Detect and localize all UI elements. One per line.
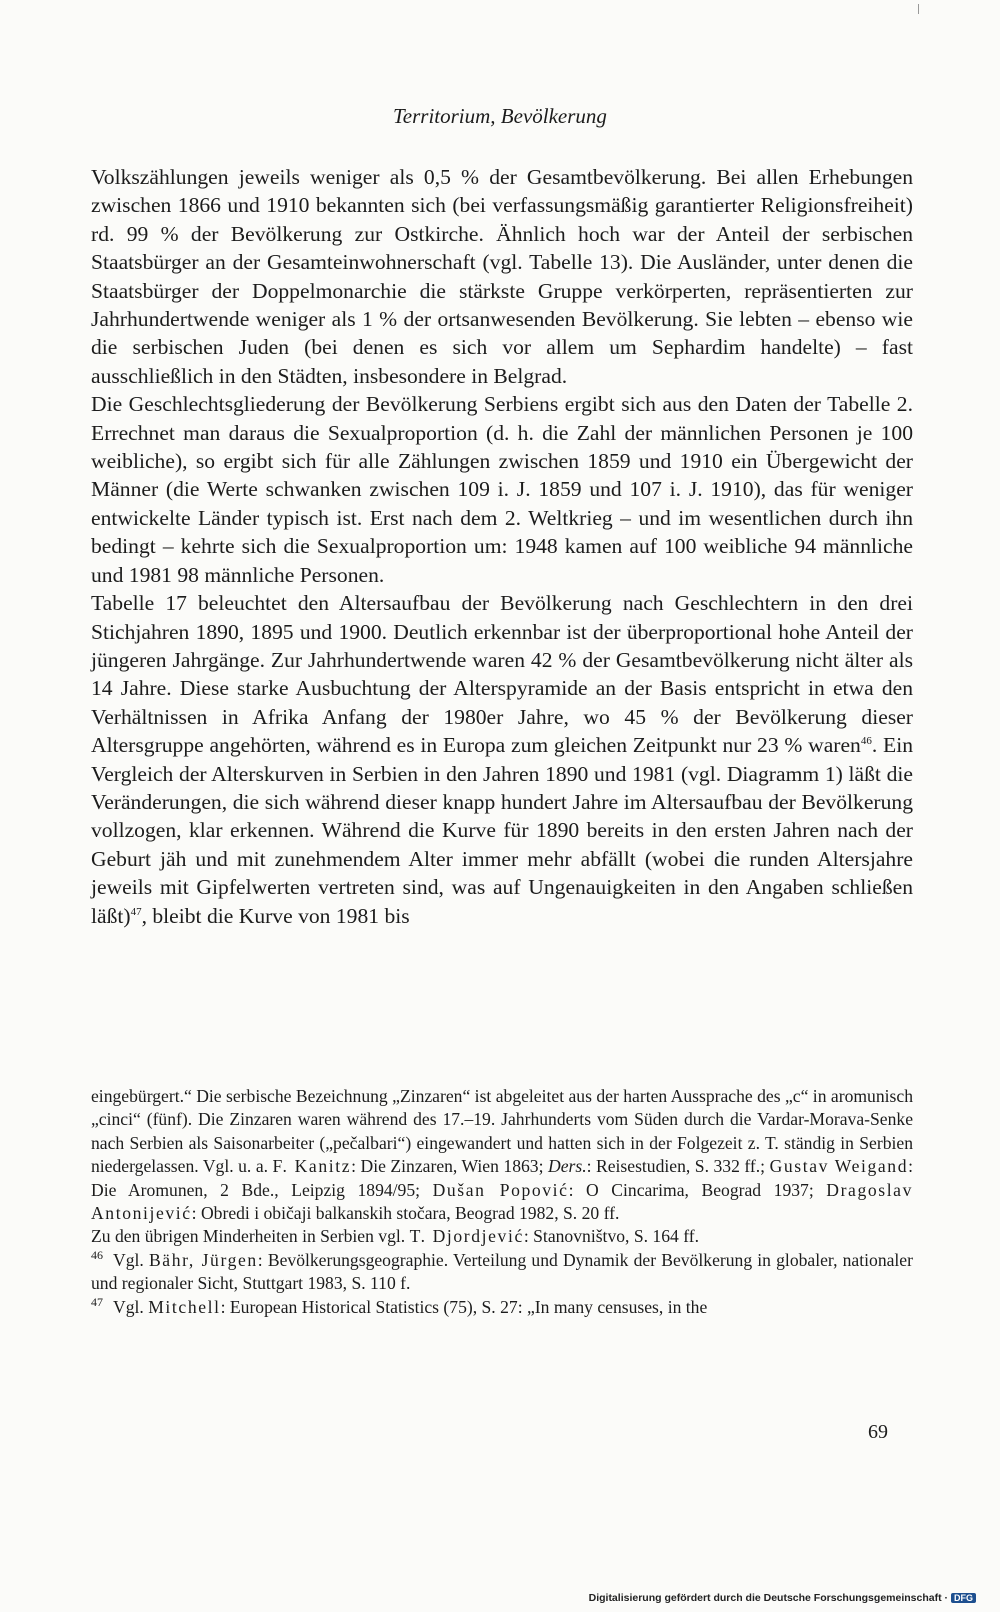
dfg-logo: DFG [951,1593,976,1603]
footnote-text: : Reisestudien, S. 332 ff.; [586,1156,770,1177]
footnote-continuation [91,1085,913,1225]
footnote-46 [91,1249,913,1296]
author-name: Dušan Popović [432,1179,569,1200]
footnotes [91,1085,913,1319]
footnote-ref[interactable]: 46 [860,734,872,747]
footnote-text: Vgl. [113,1296,149,1317]
author-name: Bähr, Jürgen [148,1249,258,1270]
footnote-text: : European Historical Statistics (75), S. 27: „In many censuses, in the [220,1296,708,1317]
paragraph-age-structure [91,589,913,930]
credit-text: Digitalisierung gefördert durch die Deutsche Forschungsgemeinschaft · [588,1592,948,1604]
paragraph-text: . Ein Vergleich der Alterskurven in Serbien in den Jahren 1890 und 1981 (vgl. Diagramm 1) läßt die Veränderungen, die sich während dieser knapp hundert Jahre im Altersaufbau der Bevölkerung vollzogen, klar erkennen. Während die Kurve für 1890 bereits in den ersten Jahren nach der Geburt jäh und mit zunehmendem Alter immer mehr abfällt (wobei die runden Altersjahre jeweils mit Gipfelwerten vertreten sind, was auf Ungenauigkeiten in den Angaben schließen läßt) [91,733,913,928]
footnote-text: Zu den übrigen Minderheiten in Serbien vgl. [91,1226,410,1247]
footnote-47 [91,1296,913,1319]
footnote-text: : Stanovništvo, S. 164 ff. [523,1226,699,1247]
footnote-text: Vgl. [113,1249,149,1270]
footnote-text: : O Cincarima, Beograd 1937; [568,1179,827,1200]
footnote-number: 46 [91,1247,103,1262]
main-text [91,163,913,930]
footnote-text: eingebürgert.“ Die serbische Bezeichnung „Zinzaren“ ist abgeleitet aus der harten Aussprache des „c“ in aromunisch „cinci“ (fünf). Die Zinzaren waren während des 17.–19. Jahrhunderts vom Süden durch die Vardar-Morava-Senke nach Serbien als Saisonarbeiter („pečalbari“) eingewandert und hatten sich in der Folgezeit z. T. ständig in Serbien niedergelassen. Vgl. u. a. [91,1086,913,1177]
author-name: T. Djordjević [409,1226,524,1247]
paragraph-text: Die Geschlechtsgliederung der Bevölkerung Serbiens ergibt sich aus den Daten der Tabelle 2. Errechnet man daraus die Sexualproportion (d. h. die Zahl der männlichen Personen je 100 weibliche), so ergibt sich für alle Zählungen zwischen 1859 und 1910 ein Übergewicht der Männer (die Werte schwanken zwischen 109 i. J. 1859 und 107 i. J. 1910), das für weniger entwickelte Länder typisch ist. Erst nach dem 2. Weltkrieg – und im wesentlichen durch ihn bedingt – kehrte sich die Sexualproportion um: 1948 kamen auf 100 weibliche 94 männliche und 1981 98 männliche Personen. [91,392,913,587]
footnote-ref[interactable]: 47 [130,905,142,918]
digitization-credit [589,1592,976,1604]
footnote-text: : Die Aromunen, 2 Bde., Leipzig 1894/95; [91,1156,913,1200]
page-number: 69 [868,1421,888,1443]
author-name: Ders. [547,1156,587,1177]
author-name: Gustav Weigand [769,1156,909,1177]
paragraph-religion [91,163,913,390]
running-header: Territorium, Bevölkerung [393,104,607,128]
scan-mark [918,4,919,14]
author-name: Dragoslav Antonijević [91,1179,913,1224]
footnote-text: : Die Zinzaren, Wien 1863; [351,1156,548,1177]
footnote-number: 47 [91,1294,103,1309]
paragraph-text: , bleibt die Kurve von 1981 bis [141,903,410,928]
paragraph-text: Tabelle 17 beleuchtet den Altersaufbau der Bevölkerung nach Geschlechtern in den drei Stichjahren 1890, 1895 und 1900. Deutlich erkennbar ist der überproportional hohe Anteil der jüngeren Jahrgänge. Zur Jahrhundertwende waren 42 % der Gesamtbevölkerung nicht älter als 14 Jahre. Diese starke Ausbuchtung der Alterspyramide an der Basis entspricht in etwa den Verhältnissen in Afrika Anfang der 1980er Jahre, wo 45 % der Bevölkerung dieser Altersgruppe angehörten, während es in Europa zum gleichen Zeitpunkt nur 23 % waren [91,591,913,758]
footnote-continuation-2 [91,1225,913,1248]
author-name: F. Kanitz [272,1156,352,1177]
footnote-text: : Bevölkerungsgeographie. Verteilung und Dynamik der Bevölkerung in globaler, nationaler und regionaler Sicht, Stuttgart 1983, S. 110 f. [91,1249,913,1294]
paragraph-text: Volkszählungen jeweils weniger als 0,5 % der Gesamtbevölkerung. Bei allen Erhebungen zwischen 1866 und 1910 bekannten sich (bei verfassungsmäßig garantierter Religionsfreiheit) rd. 99 % der Bevölkerung zur Ostkirche. Ähnlich hoch war der Anteil der serbischen Staatsbürger an der Gesamteinwohnerschaft (vgl. Tabelle 13). Die Ausländer, unter denen die Staatsbürger der Doppelmonarchie die stärkste Gruppe verkörperten, repräsentierten zur Jahrhundertwende weniger als 1 % der ortsanwesenden Bevölkerung. Sie lebten – ebenso wie die serbischen Juden (bei denen es sich vor allem um Sephardim handelte) – fast ausschließlich in den Städten, insbesondere in Belgrad. [91,165,913,388]
footnote-text: : Obredi i običaji balkanskih stočara, Beograd 1982, S. 20 ff. [191,1203,620,1224]
paragraph-sex-ratio [91,390,913,589]
author-name: Mitchell [148,1296,221,1317]
